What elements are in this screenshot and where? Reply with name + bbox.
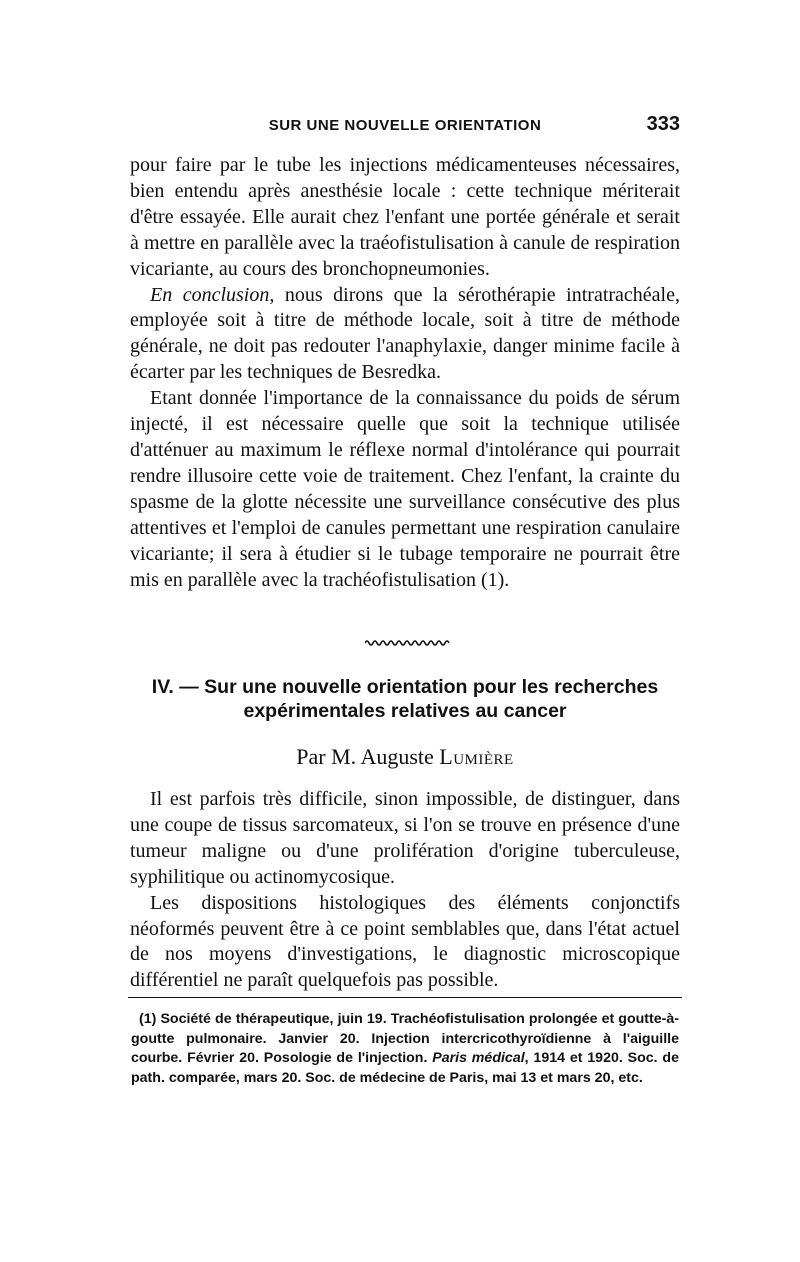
page-number: 333 — [646, 113, 680, 135]
section-heading-line-2: expérimentales relatives au cancer — [243, 700, 567, 722]
author-surname: Lumière — [439, 744, 514, 769]
conclusion-text: , nous dirons que la sérothérapie intratrachéale, employée soit à titre de méthode locale, soit à titre de méthode générale, ne doit pas redouter l'anaphylaxie, danger minime facile à écarter par les techniques de Besredka. — [130, 283, 680, 384]
section-heading-line-1: IV. — Sur une nouvelle orientation pour les recherches — [151, 676, 659, 698]
paragraph-diagnosis: Il est parfois très difficile, sinon impossible, de distinguer, dans une coupe de tissus sarcomateux, si l'on se trouve en présence d'une tumeur maligne ou d'une prolifération d'origine tuberculeuse, syphilitique ou actinomycosique. — [130, 788, 680, 888]
body-text-upper — [130, 153, 680, 593]
footnote-text-1: (1) Société de thérapeutique, juin 19. Trachéofistulisation prolongée et goutte-à-goutte pulmonaire. Janvier 20. Injection intercricothyroïdienne à l'aiguille courbe. Février 20. Posologie de l'injection. — [131, 1011, 679, 1067]
running-title: SUR UNE NOUVELLE ORIENTATION — [268, 117, 542, 134]
footnote — [131, 1010, 679, 1088]
conclusion-lead-italic: En conclusion — [150, 283, 270, 306]
section-heading — [130, 675, 680, 723]
author-byline — [130, 744, 680, 770]
paragraph-serum-weight: Etant donnée l'importance de la connaissance du poids de sérum injecté, il est nécessaire quelle que soit la technique utilisée d'atténuer au maximum le réflexe normal d'intolérance qui pourrait rendre illusoire cette voie de traitement. Chez l'enfant, la crainte du spasme de la glotte nécessite une surveillance consécutive des plus attentives et l'emploi de canules permettant une respiration canulaire vicariante; il sera à étudier si le tubage temporaire ne pourrait être mis en parallèle avec la trachéofistulisation (1). — [130, 387, 680, 591]
paragraph-histology: Les dispositions histologiques des éléments conjonctifs néoformés peuvent être à ce point semblables que, dans l'état actuel de nos moyens d'investigations, le diagnostic microscopique différentiel ne paraît quelquefois pas possible. — [130, 891, 680, 992]
wavy-line-ornament-icon — [365, 637, 450, 649]
byline-prefix: Par M. Auguste — [296, 744, 440, 769]
footnote-rule — [128, 997, 682, 998]
paragraph-conclusion — [130, 283, 680, 387]
running-head — [130, 113, 680, 143]
footnote-text-2: , 1914 et 1920. Soc. de path. comparée, mars 20. Soc. de médecine de Paris, mai 13 et mars 20, etc. — [131, 1050, 679, 1086]
footnote-journal-italic: Paris médical — [432, 1050, 525, 1067]
paragraph-continuation: pour faire par le tube les injections médicamenteuses nécessaires, bien entendu après anesthésie locale : cette technique mériterait d'être essayée. Elle aurait chez l'enfant une portée générale et serait à mettre en parallèle avec la traéofistulisation à canule de respiration vicariante, au cours des bronchopneumonies. — [130, 154, 680, 280]
body-text-lower — [130, 787, 680, 994]
